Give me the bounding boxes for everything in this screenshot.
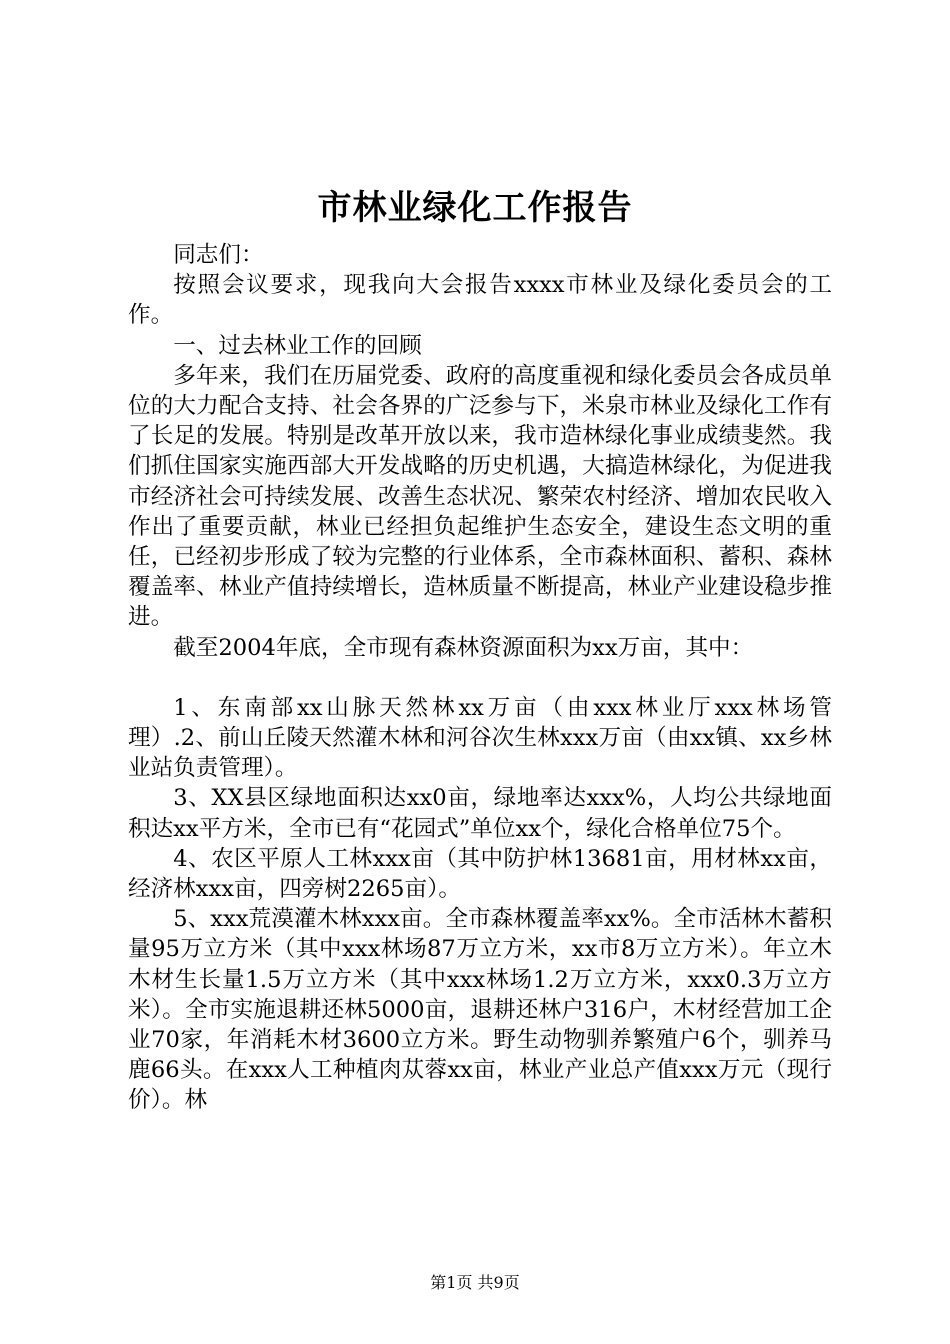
document-body — [128, 240, 832, 1116]
page-footer: 第1页 共9页 — [430, 1273, 520, 1292]
list-item-1-2: 1、东南部xx山脉天然林xx万亩（由xxx林业厅xxx林场管理）.2、前山丘陵天然灌木林和河谷次生林xxx万亩（由xx镇、xx乡林业站负责管理）。 — [128, 694, 832, 782]
paragraph-review: 多年来，我们在历届党委、政府的高度重视和绿化委员会各成员单位的大力配合支持、社会各界的广泛参与下，米泉市林业及绿化工作有了长足的发展。特别是改革开放以来，我市造林绿化事业成绩斐然。我们抓住国家实施西部大开发战略的历史机遇，大搞造林绿化，为促进我市经济社会可持续发展、改善生态状况、繁荣农村经济、增加农民收入作出了重要贡献，林业已经担负起维护生态安全，建设生态文明的重任，已经初步形成了较为完整的行业体系，全市森林面积、蓄积、森林覆盖率、林业产值持续增长，造林质量不断提高，林业产业建设稳步推进。 — [128, 362, 832, 631]
paragraph-resources: 截至2004年底，全市现有森林资源面积为xx万亩，其中： — [173, 634, 754, 661]
list-item-4: 4、农区平原人工林xxx亩（其中防护林13681亩，用材林xx亩，经济林xxx亩，四旁树2265亩）。 — [128, 845, 832, 903]
list-item-3: 3、XX县区绿地面积达xx0亩，绿地率达xxx%，人均公共绿地面积达xx平方米，全市已有“花园式”单位xx个，绿化合格单位75个。 — [128, 785, 832, 842]
list-item-5: 5、xxx荒漠灌木林xxx亩。全市森林覆盖率xx%。全市活林木蓄积量95万立方米（其中xxx林场87万立方米，xx市8万立方米）。年立木木材生长量1.5万立方米（其中xxx林场1.2万立方米，xxx0.3万立方米）。全市实施退耕还林5000亩，退耕还林户316户，木材经营加工企业70家，年消耗木材3600立方米。野生动物驯养繁殖户6个，驯养马鹿66头。在xxx人工种植肉苁蓉xx亩，林业产业总产值xxx万元（现行价）。林 — [128, 906, 832, 1114]
paragraph-intro: 按照会议要求，现我向大会报告xxxx市林业及绿化委员会的工作。 — [128, 272, 832, 329]
salutation: 同志们： — [173, 242, 264, 268]
document-title: 市林业绿化工作报告 — [317, 188, 633, 228]
section-heading: 一、过去林业工作的回顾 — [173, 332, 422, 359]
